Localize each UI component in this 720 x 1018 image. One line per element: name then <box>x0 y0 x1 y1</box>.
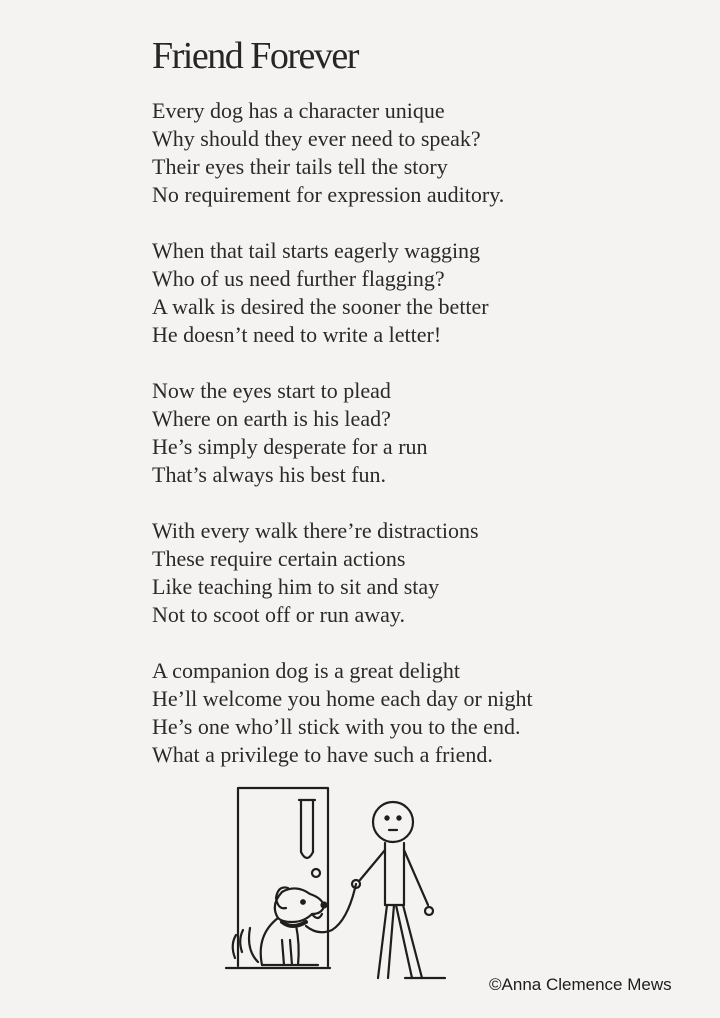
poem-line: He doesn’t need to write a letter! <box>152 322 442 347</box>
poem-line: Now the eyes start to plead <box>152 378 391 403</box>
poem-line: He’ll welcome you home each day or night <box>152 686 533 711</box>
poem-line: He’s simply desperate for a run <box>152 434 428 459</box>
copyright-credit: ©Anna Clemence Mews <box>489 975 672 994</box>
poem-line: Why should they ever need to speak? <box>152 126 481 151</box>
poem-line: These require certain actions <box>152 546 406 571</box>
poem-line: No requirement for expression auditory. <box>152 182 505 207</box>
poem-line: Their eyes their tails tell the story <box>152 154 448 179</box>
poem-line: Where on earth is his lead? <box>152 406 391 431</box>
stanza-1 <box>152 97 533 209</box>
stanza-4 <box>152 517 533 629</box>
poem-body <box>152 97 533 797</box>
poem-line: Like teaching him to sit and stay <box>152 574 440 599</box>
poem-line: Who of us need further flagging? <box>152 266 445 291</box>
poem-line: Every dog has a character unique <box>152 98 445 123</box>
poem-line: A walk is desired the sooner the better <box>152 294 489 319</box>
poem-line: A companion dog is a great delight <box>152 658 460 683</box>
stanza-5 <box>152 657 533 769</box>
poem-line: With every walk there’re distractions <box>152 518 479 543</box>
dog-and-owner-illustration-icon <box>222 780 462 990</box>
poem-title: Friend Forever <box>152 35 358 77</box>
stanza-3 <box>152 377 533 489</box>
poem-line: When that tail starts eagerly wagging <box>152 238 481 263</box>
poem-line: Not to scoot off or run away. <box>152 602 405 627</box>
poem-line: That’s always his best fun. <box>152 462 387 487</box>
poem-line: What a privilege to have such a friend. <box>152 742 493 767</box>
poem-line: He’s one who’ll stick with you to the end. <box>152 714 521 739</box>
stanza-2 <box>152 237 533 349</box>
